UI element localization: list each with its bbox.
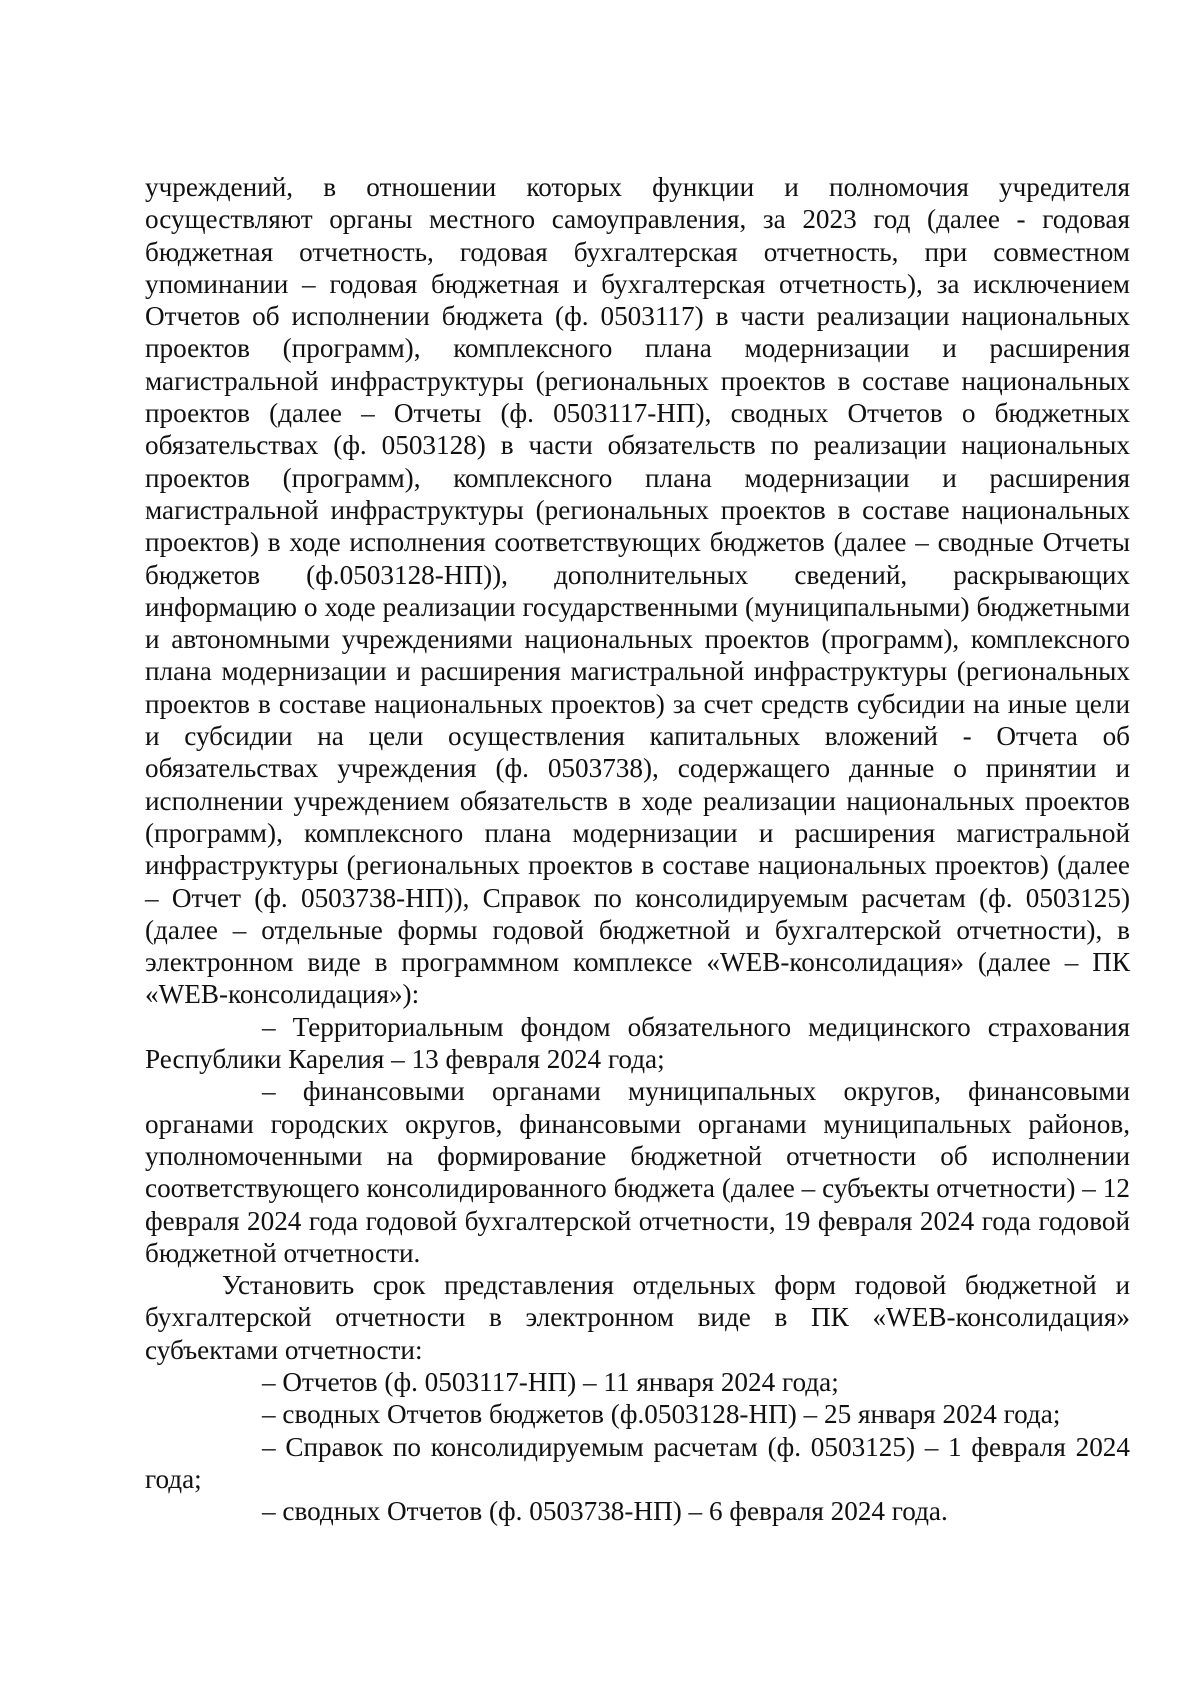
deadlines-paragraph: Установить срок представления отдельных форм годовой бюджетной и бухгалтерской отчетности в электронном виде в ПК «WEB-консолидация» субъектами отчетности:	[145, 1270, 1130, 1365]
deadline-item-0503125: – Справок по консолидируемым расчетам (ф. 0503125) – 1 февраля 2024 года;	[145, 1431, 1130, 1494]
document-body	[145, 171, 1130, 1527]
deadline-item-0503117: – Отчетов (ф. 0503117-НП) – 11 января 2024 года;	[262, 1366, 839, 1397]
intro-paragraph: учреждений, в отношении которых функции и полномочия учредителя осуществляют органы местного самоуправления, за 2023 год (далее - годовая бюджетная отчетность, годовая бухгалтерская отчетность, при совместном упоминании – годовая бюджетная и бухгалтерская отчетность), за исключением Отчетов об исполнении бюджета (ф. 0503117) в части реализации национальных проектов (программ), комплексного плана модернизации и расширения магистральной инфраструктуры (региональных проектов в составе национальных проектов (далее – Отчеты (ф. 0503117-НП), сводных Отчетов о бюджетных обязательствах (ф. 0503128) в части обязательств по реализации национальных проектов (программ), комплексного плана модернизации и расширения магистральной инфраструктуры (региональных проектов в составе национальных проектов) в ходе исполнения соответствующих бюджетов (далее – сводные Отчеты бюджетов (ф.0503128-НП)), дополнительных сведений, раскрывающих информацию о ходе реализации государственными (муниципальными) бюджетными и автономными учреждениями национальных проектов (программ), комплексного плана модернизации и расширения магистральной инфраструктуры (региональных проектов в составе национальных проектов) за счет средств субсидии на иные цели и субсидии на цели осуществления капитальных вложений - Отчета об обязательствах учреждения (ф. 0503738), содержащего данные о принятии и исполнении учреждением обязательств в ходе реализации национальных проектов (программ), комплексного плана модернизации и расширения магистральной инфраструктуры (региональных проектов в составе национальных проектов) (далее – Отчет (ф. 0503738-НП)), Справок по консолидируемым расчетам (ф. 0503125) (далее – отдельные формы годовой бюджетной и бухгалтерской отчетности), в электронном виде в программном комплексе «WEB-консолидация» (далее – ПК «WEB-консолидация»):	[145, 172, 1130, 1010]
deadline-item-0503128: – сводных Отчетов бюджетов (ф.0503128-НП) – 25 января 2024 года;	[262, 1399, 1061, 1430]
deadline-item-tfoms: – Территориальным фондом обязательного медицинского страхования Республики Карелия – 13 февраля 2024 года;	[145, 1011, 1130, 1075]
deadline-item-financial-bodies: – финансовыми органами муниципальных округов, финансовыми органами городских округов, финансовыми органами муниципальных районов, уполномоченными на формирование бюджетной отчетности об исполнении соответствующего консолидированного бюджета (далее – субъекты отчетности) – 12 февраля 2024 года годовой бухгалтерской отчетности, 19 февраля 2024 года годовой бюджетной отчетности.	[145, 1076, 1130, 1268]
deadline-item-0503738: – сводных Отчетов (ф. 0503738-НП) – 6 февраля 2024 года.	[262, 1496, 948, 1527]
